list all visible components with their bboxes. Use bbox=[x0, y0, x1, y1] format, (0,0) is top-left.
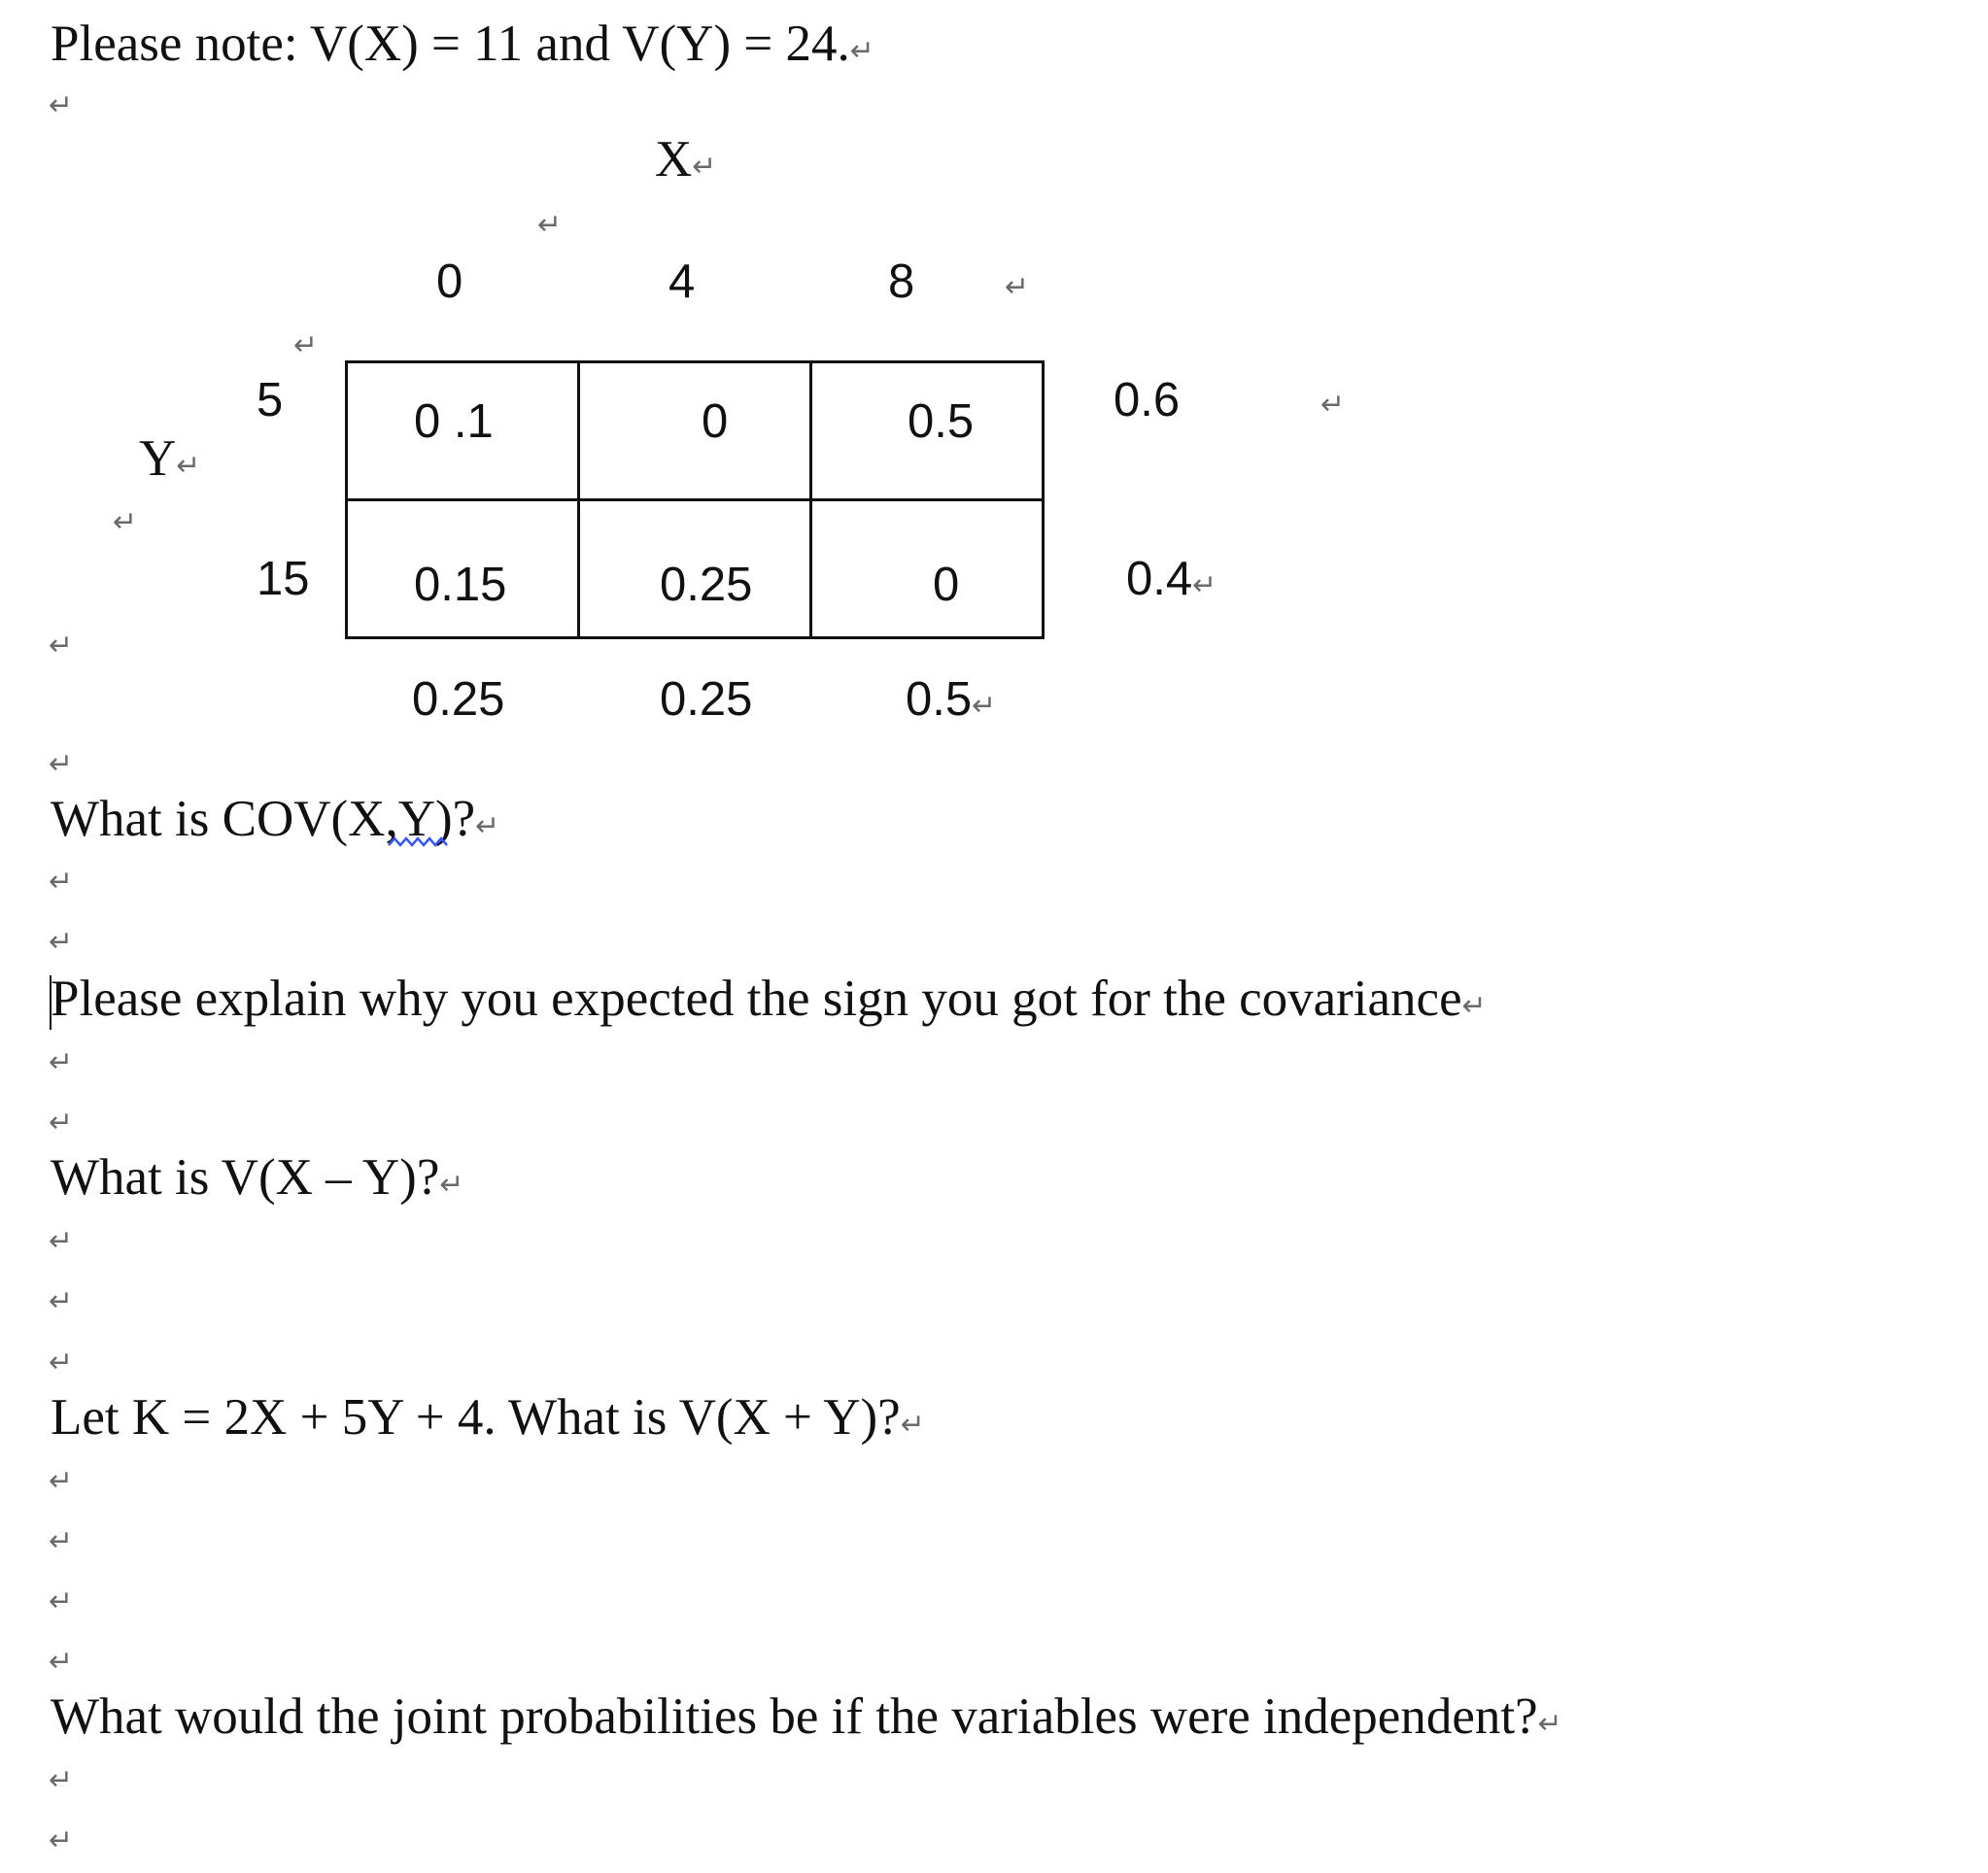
x-value-0: 0 bbox=[436, 255, 463, 308]
y-value-5: 5 bbox=[257, 374, 284, 426]
paragraph-mark-icon: ↵ bbox=[49, 865, 74, 899]
column-marginal: 0.5↵ bbox=[906, 673, 997, 726]
note-text: Please note: V(X) = 11 and V(Y) = 24. bbox=[51, 16, 850, 72]
paragraph-mark-icon: ↵ bbox=[49, 1045, 74, 1079]
note-line bbox=[51, 14, 874, 74]
paragraph-mark-icon: ↵ bbox=[849, 34, 874, 68]
x-axis-label: X↵ bbox=[655, 131, 717, 187]
cell-value: 0.15 bbox=[414, 559, 507, 611]
question-sign: Please explain why you expected the sign you got for the covariance↵ bbox=[51, 971, 1487, 1027]
paragraph-mark-icon: ↵ bbox=[537, 208, 563, 242]
row-marginal: 0.6 bbox=[1114, 374, 1181, 426]
y-value-15: 15 bbox=[257, 553, 310, 605]
cell-value: 0.5 bbox=[908, 395, 975, 448]
paragraph-mark-icon: ↵ bbox=[49, 1106, 74, 1140]
paragraph-mark-icon: ↵ bbox=[1005, 270, 1030, 304]
paragraph-mark-icon: ↵ bbox=[176, 449, 201, 483]
paragraph-mark-icon: ↵ bbox=[49, 1464, 74, 1498]
paragraph-mark-icon: ↵ bbox=[49, 925, 74, 959]
paragraph-mark-icon: ↵ bbox=[49, 1524, 74, 1558]
joint-probability-table bbox=[345, 360, 1045, 639]
paragraph-mark-icon: ↵ bbox=[1320, 388, 1346, 422]
table-cell bbox=[347, 500, 579, 638]
table-cell bbox=[347, 362, 579, 500]
paragraph-mark-icon: ↵ bbox=[49, 1345, 74, 1379]
paragraph-mark-icon: ↵ bbox=[49, 1224, 74, 1258]
cell-value: 0 bbox=[933, 559, 960, 611]
table-cell bbox=[579, 500, 811, 638]
paragraph-mark-icon: ↵ bbox=[1537, 1707, 1562, 1741]
cell-value: 0 bbox=[702, 395, 729, 448]
paragraph-mark-icon: ↵ bbox=[49, 629, 74, 663]
question-var-sum: Let K = 2X + 5Y + 4. What is V(X + Y)?↵ bbox=[51, 1389, 925, 1446]
paragraph-mark-icon: ↵ bbox=[972, 689, 997, 723]
paragraph-mark-icon: ↵ bbox=[49, 1284, 74, 1318]
paragraph-mark-icon: ↵ bbox=[475, 809, 500, 843]
paragraph-mark-icon: ↵ bbox=[900, 1408, 925, 1442]
paragraph-mark-icon: ↵ bbox=[439, 1168, 464, 1202]
paragraph-mark-icon: ↵ bbox=[49, 88, 74, 122]
column-marginal: 0.25 bbox=[660, 673, 753, 726]
table-cell bbox=[579, 362, 811, 500]
x-value-8: 8 bbox=[888, 255, 915, 308]
paragraph-mark-icon: ↵ bbox=[1192, 568, 1217, 602]
column-marginal: 0.25 bbox=[412, 673, 505, 726]
row-marginal: 0.4↵ bbox=[1126, 553, 1217, 605]
table-cell bbox=[811, 500, 1044, 638]
cell-value: 0 .1 bbox=[414, 395, 494, 448]
question-var-diff: What is V(X – Y)?↵ bbox=[51, 1149, 464, 1206]
paragraph-mark-icon: ↵ bbox=[49, 1763, 74, 1797]
paragraph-mark-icon: ↵ bbox=[49, 1584, 74, 1618]
paragraph-mark-icon: ↵ bbox=[1461, 989, 1487, 1023]
table-row bbox=[347, 362, 1044, 500]
paragraph-mark-icon: ↵ bbox=[692, 150, 717, 184]
spellcheck-underline bbox=[388, 835, 448, 849]
cell-value: 0.25 bbox=[660, 559, 753, 611]
paragraph-mark-icon: ↵ bbox=[49, 747, 74, 781]
paragraph-mark-icon: ↵ bbox=[49, 1645, 74, 1679]
question-independence: What would the joint probabilities be if the variables were independent?↵ bbox=[51, 1688, 1562, 1745]
question-cov: What is COV(X,Y)?↵ bbox=[51, 791, 500, 847]
table-row bbox=[347, 500, 1044, 638]
paragraph-mark-icon: ↵ bbox=[113, 505, 138, 539]
paragraph-mark-icon: ↵ bbox=[293, 328, 319, 362]
paragraph-mark-icon: ↵ bbox=[49, 1823, 74, 1857]
table-cell bbox=[811, 362, 1044, 500]
x-value-4: 4 bbox=[668, 255, 696, 308]
y-axis-label: Y↵ bbox=[139, 430, 201, 487]
